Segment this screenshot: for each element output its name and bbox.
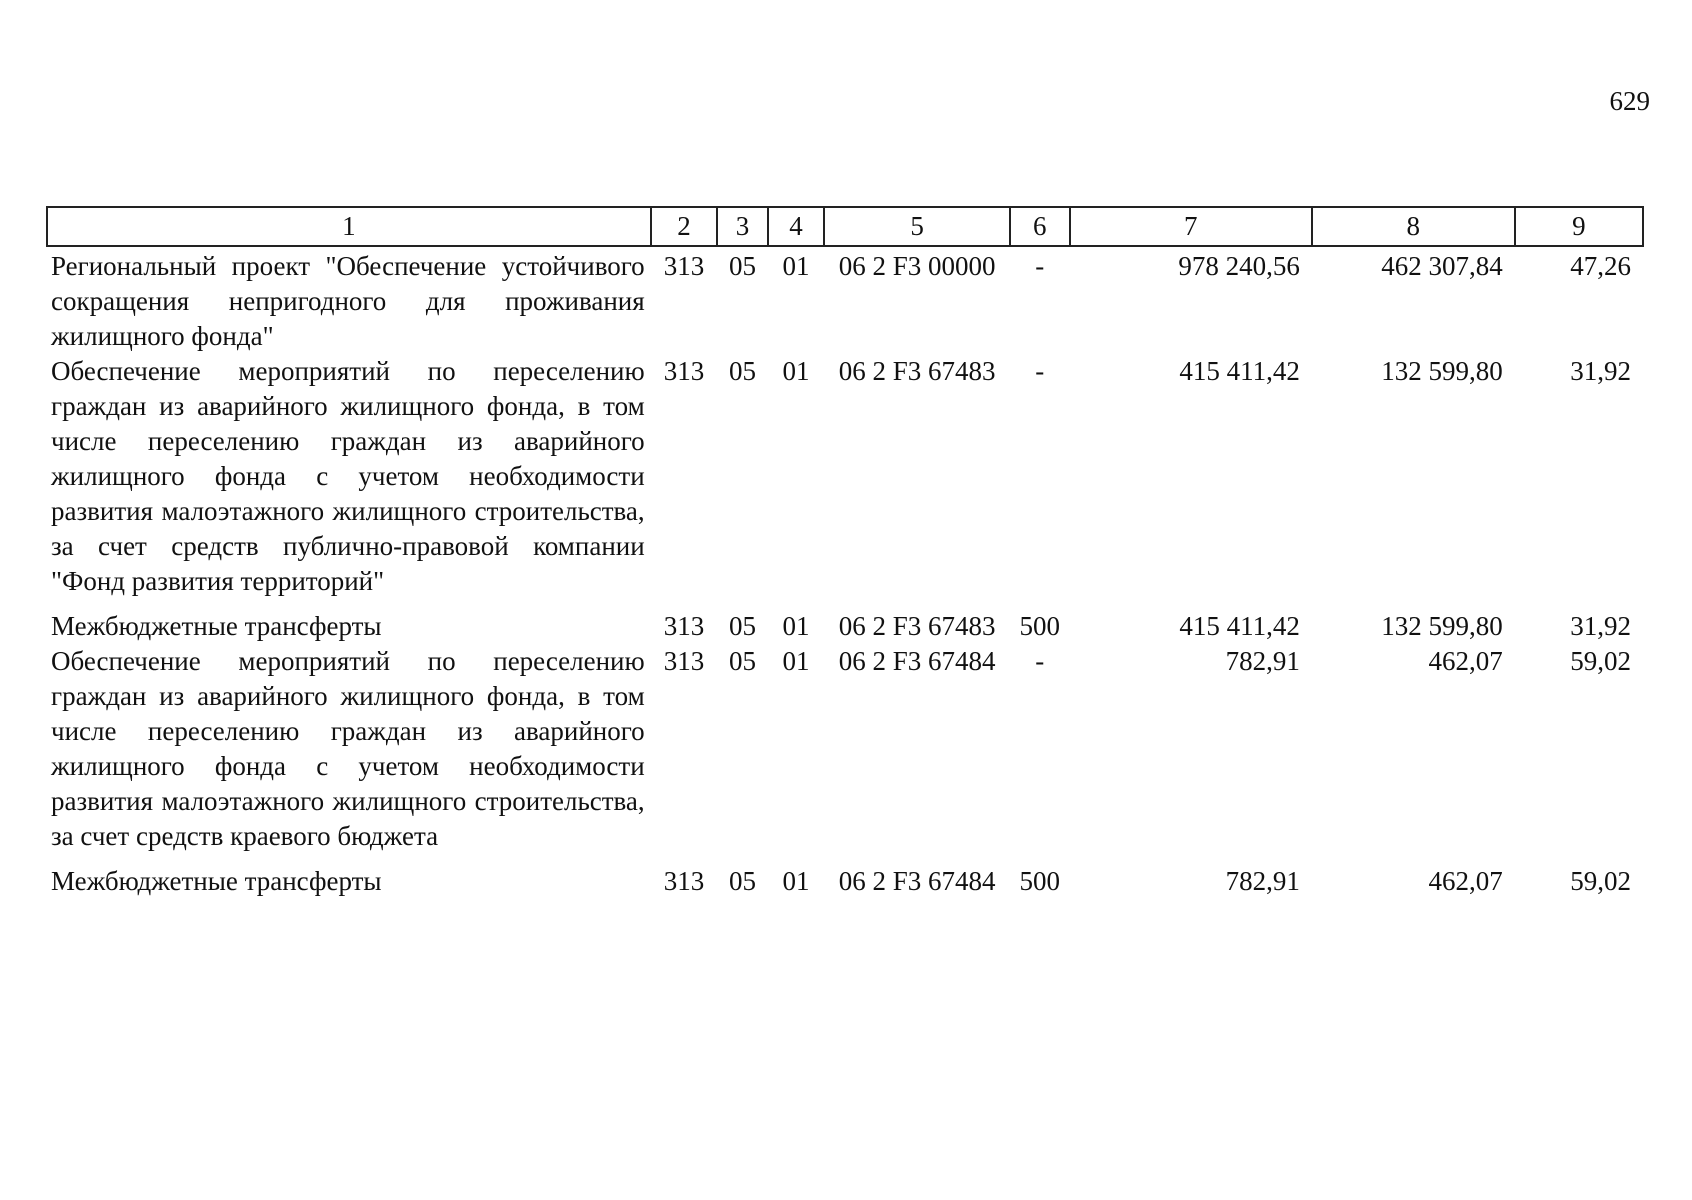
page-number: 629 (1609, 86, 1650, 116)
row-code-ministry: 313 (663, 356, 705, 386)
row-value-percent: 59,02 (1570, 866, 1631, 896)
row-code-subsection: 01 (782, 646, 810, 676)
column-header-1: 1 (47, 207, 651, 246)
column-header-4: 4 (768, 207, 825, 246)
row-code-expense-type: 500 (1019, 611, 1061, 641)
row-code-subsection: 01 (782, 356, 810, 386)
row-value-actual: 462,07 (1428, 866, 1503, 896)
row-value-actual: 132 599,80 (1381, 356, 1503, 386)
row-value-percent: 31,92 (1570, 356, 1631, 386)
row-value-actual: 462,07 (1428, 646, 1503, 676)
row-value-percent: 31,92 (1570, 611, 1631, 641)
row-value-percent: 47,26 (1570, 251, 1631, 281)
row-value-plan: 415 411,42 (1179, 611, 1300, 641)
row-code-ministry: 313 (663, 646, 705, 676)
table-row (47, 609, 1643, 644)
row-value-plan: 782,91 (1225, 646, 1300, 676)
column-header-6: 6 (1010, 207, 1070, 246)
row-code-section: 05 (729, 251, 757, 281)
row-code-ministry: 313 (663, 251, 705, 281)
row-value-plan: 415 411,42 (1179, 356, 1300, 386)
table-row (47, 246, 1643, 354)
row-name: Обеспечение мероприятий по переселению граждан из аварийного жилищного фонда, в том числе переселению граждан из аварийного жилищного фонда с учетом необходимости развития малоэтажного жилищного строительства, за счет средств публично-правовой компании "Фонд развития территорий" (51, 356, 645, 596)
row-value-actual: 132 599,80 (1381, 611, 1503, 641)
table-row (47, 864, 1643, 899)
row-code-ministry: 313 (663, 611, 705, 641)
row-code-article: 06 2 F3 67484 (838, 866, 996, 896)
row-code-subsection: 01 (782, 866, 810, 896)
row-code-subsection: 01 (782, 611, 810, 641)
table-row (47, 354, 1643, 609)
row-code-expense-type: 500 (1019, 866, 1061, 896)
column-header-5: 5 (824, 207, 1010, 246)
row-code-expense-type: - (1035, 356, 1045, 386)
row-code-section: 05 (729, 611, 757, 641)
row-code-section: 05 (729, 356, 757, 386)
row-code-article: 06 2 F3 00000 (838, 251, 996, 281)
column-header-3: 3 (717, 207, 767, 246)
row-name: Обеспечение мероприятий по переселению граждан из аварийного жилищного фонда, в том числе переселению граждан из аварийного жилищного фонда с учетом необходимости развития малоэтажного жилищного строительства, за счет средств краевого бюджета (51, 646, 645, 851)
row-value-plan: 978 240,56 (1178, 251, 1300, 281)
column-header-9: 9 (1515, 207, 1643, 246)
row-name: Региональный проект "Обеспечение устойчивого сокращения непригодного для проживания жилищного фонда" (51, 251, 645, 351)
row-code-subsection: 01 (782, 251, 810, 281)
row-code-article: 06 2 F3 67483 (838, 611, 996, 641)
row-code-section: 05 (729, 646, 757, 676)
row-code-expense-type: - (1035, 646, 1045, 676)
row-code-section: 05 (729, 866, 757, 896)
row-code-article: 06 2 F3 67483 (838, 356, 996, 386)
row-value-actual: 462 307,84 (1381, 251, 1503, 281)
row-code-ministry: 313 (663, 866, 705, 896)
column-header-2: 2 (651, 207, 718, 246)
table-row (47, 644, 1643, 864)
row-value-plan: 782,91 (1225, 866, 1300, 896)
header-row (47, 207, 1643, 246)
row-code-expense-type: - (1035, 251, 1045, 281)
row-name: Межбюджетные трансферты (51, 611, 382, 641)
row-code-article: 06 2 F3 67484 (838, 646, 996, 676)
column-header-7: 7 (1070, 207, 1312, 246)
row-value-percent: 59,02 (1570, 646, 1631, 676)
column-header-8: 8 (1312, 207, 1515, 246)
row-name: Межбюджетные трансферты (51, 866, 382, 896)
budget-table (46, 206, 1644, 899)
